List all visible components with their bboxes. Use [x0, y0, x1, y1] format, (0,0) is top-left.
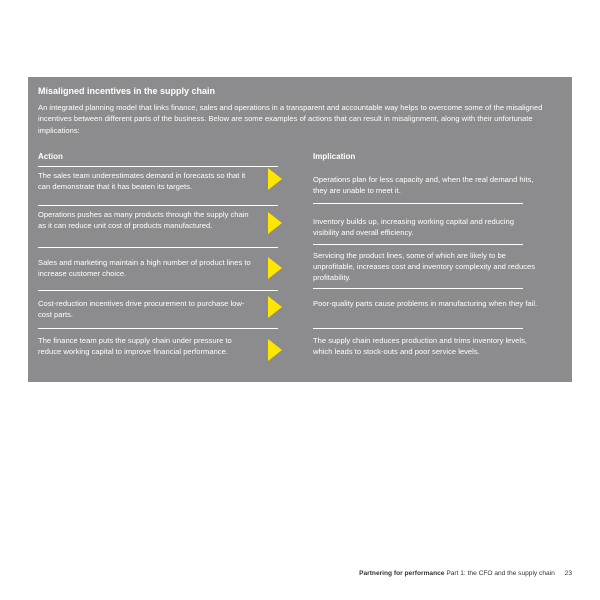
publication-title: Partnering for performance [359, 570, 445, 577]
row-divider [38, 328, 278, 329]
misaligned-incentives-panel [28, 77, 572, 382]
action-column-header: Action [38, 152, 63, 161]
panel-title: Misaligned incentives in the supply chain [38, 86, 216, 96]
row-divider [313, 203, 523, 204]
arrow-icon [268, 168, 282, 190]
row-divider [38, 247, 278, 248]
action-cell: The sales team underestimates demand in forecasts so that it can demonstrate that it has beaten its targets. [38, 171, 246, 192]
implication-cell: Servicing the product lines, some of which are likely to be unprofitable, increases cost and inventory complexity and reduces profitability. [313, 251, 536, 283]
row-divider [313, 244, 523, 245]
page-footer [340, 570, 572, 578]
row-divider [38, 290, 278, 291]
action-header-rule [38, 166, 278, 167]
implication-column-header: Implication [313, 152, 356, 161]
implication-cell: Operations plan for less capacity and, when the real demand hits, they are unable to meet it. [313, 175, 534, 196]
panel-intro: An integrated planning model that links finance, sales and operations in a transparent and accountable way helps to overcome some of the misaligned incentives between different parts of the business. Below are some examples of actions that can result in misalignment, along with their unfortunate implications: [38, 103, 543, 135]
arrow-icon [268, 212, 282, 234]
row-divider [38, 205, 278, 206]
action-cell: Sales and marketing maintain a high number of product lines to increase customer choice. [38, 258, 251, 279]
implication-cell: Poor-quality parts cause problems in manufacturing when they fail. [313, 299, 538, 308]
implication-cell: Inventory builds up, increasing working capital and reducing visibility and overall efficiency. [313, 217, 514, 238]
arrow-icon [268, 296, 282, 318]
implication-cell: The supply chain reduces production and trims inventory levels, which leads to stock-outs and poor service levels. [313, 336, 528, 357]
action-cell: Cost-reduction incentives drive procurement to purchase low-cost parts. [38, 299, 245, 320]
row-divider [313, 288, 523, 289]
arrow-icon [268, 339, 282, 361]
page-number: 23 [564, 570, 572, 577]
arrow-icon [268, 257, 282, 279]
row-divider [313, 328, 523, 329]
action-cell: The finance team puts the supply chain under pressure to reduce working capital to improve financial performance. [38, 336, 232, 357]
part-title: Part 1: the CFO and the supply chain [446, 570, 555, 577]
action-cell: Operations pushes as many products through the supply chain as it can reduce unit cost of products manufactured. [38, 210, 249, 231]
